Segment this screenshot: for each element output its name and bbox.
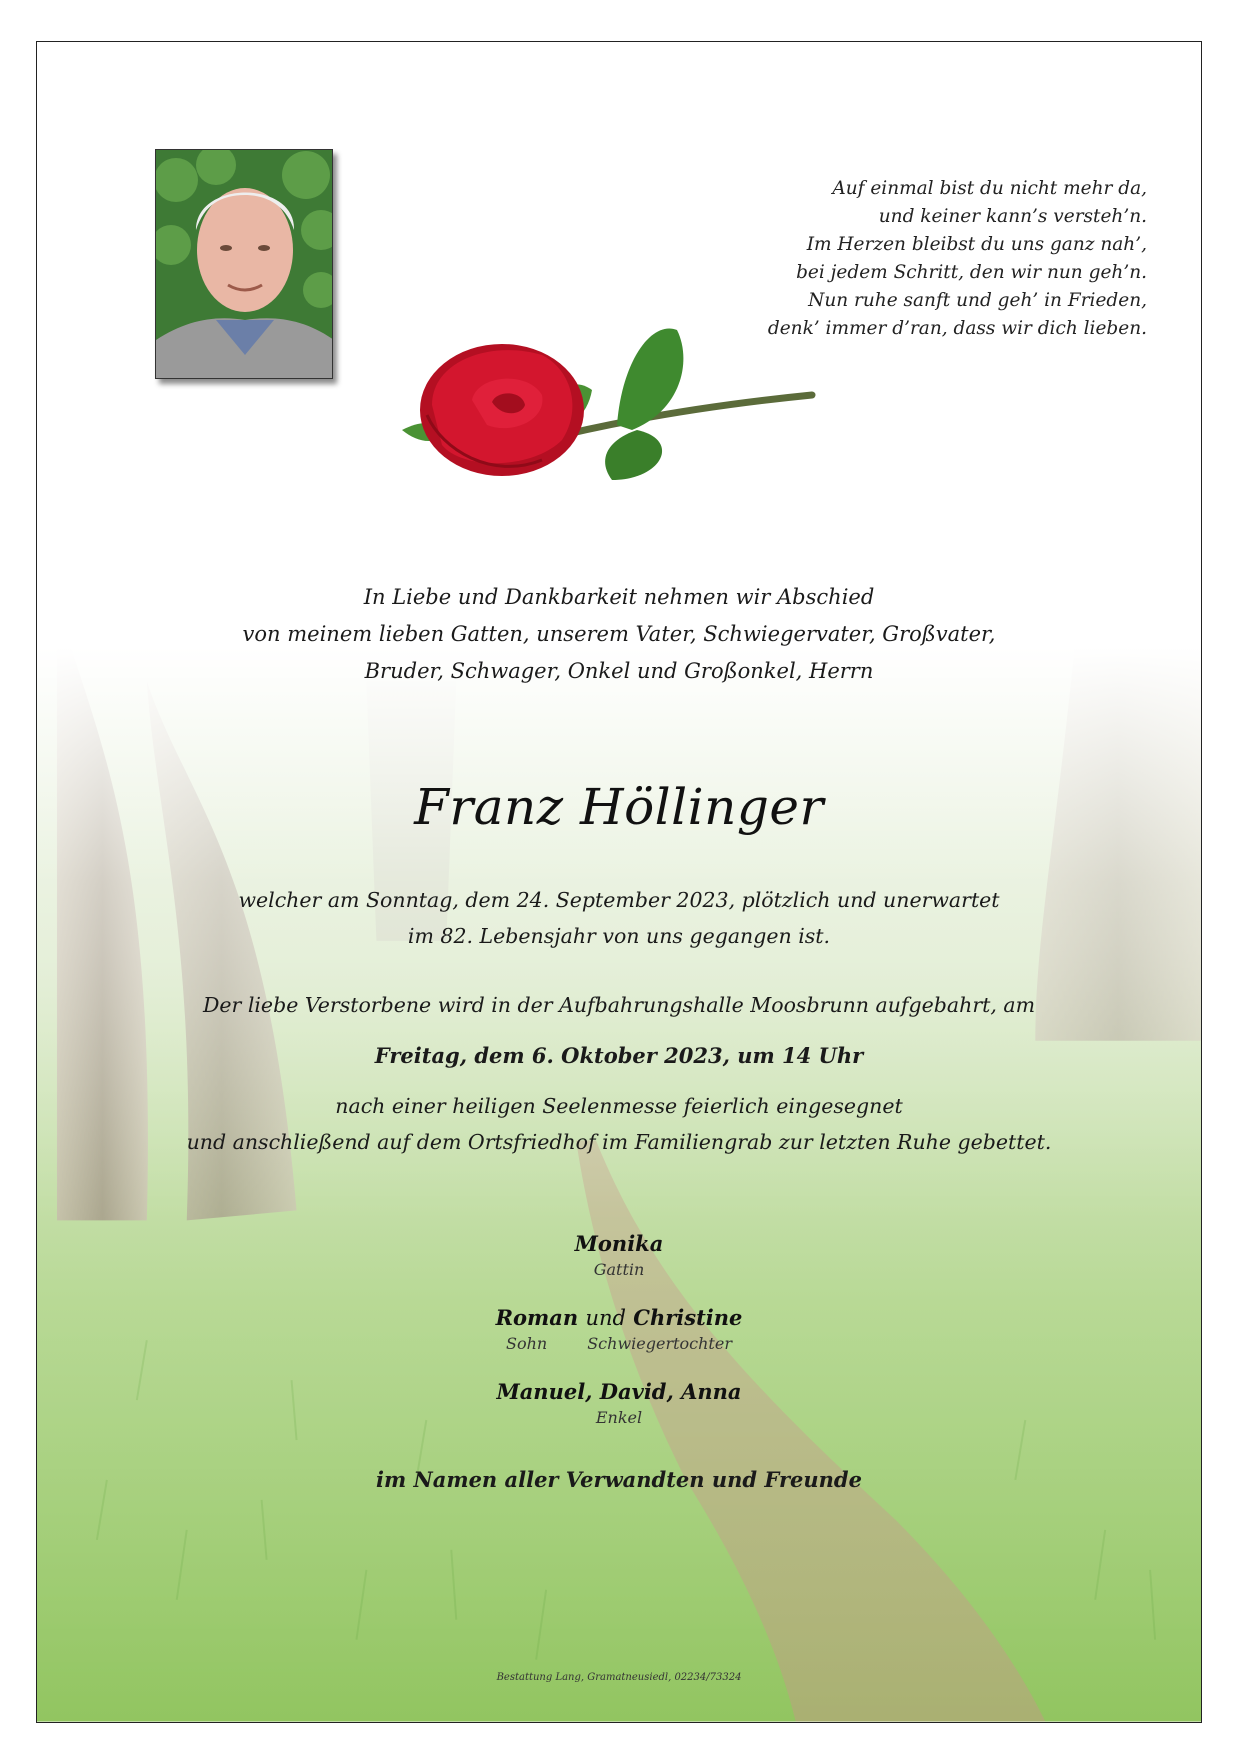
intro-line: Bruder, Schwager, Onkel und Großonkel, Herrn	[364, 659, 874, 683]
spouse-role: Gattin	[593, 1260, 645, 1279]
red-rose-icon	[392, 320, 822, 500]
family-list	[37, 1229, 1201, 1451]
children-joiner: und	[585, 1306, 626, 1330]
children-roles	[37, 1333, 1201, 1355]
child-role: Sohn	[506, 1334, 548, 1353]
intro-line: von meinem lieben Gatten, unserem Vater, Schwiegervater, Großvater,	[242, 622, 996, 646]
poem-line: Im Herzen bleibst du uns ganz nah’,	[806, 234, 1147, 255]
grandchildren-role: Enkel	[595, 1408, 643, 1427]
poem-line: Nun ruhe sanft und geh’ in Frieden,	[808, 290, 1147, 311]
deceased-name: Franz Höllinger	[414, 778, 824, 836]
poem-line: und keiner kann’s versteh’n.	[878, 206, 1147, 227]
children-names	[37, 1303, 1201, 1333]
child-name: Christine	[633, 1305, 743, 1330]
mass-notice-line: nach einer heiligen Seelenmesse feierlich eingesegnet	[335, 1094, 903, 1118]
portrait-photo	[155, 149, 333, 379]
funeral-home-footer: Bestattung Lang, Gramatneusiedl, 02234/73324	[496, 1672, 742, 1683]
death-notice	[37, 882, 1201, 954]
funeral-date: Freitag, dem 6. Oktober 2023, um 14 Uhr	[374, 1043, 864, 1068]
poem-line: bei jedem Schritt, den wir nun geh’n.	[796, 262, 1147, 283]
farewell-intro	[37, 579, 1201, 690]
wake-notice: Der liebe Verstorbene wird in der Aufbahrungshalle Moosbrunn aufgebahrt, am	[202, 993, 1036, 1017]
child-role: Schwiegertochter	[587, 1334, 732, 1353]
death-notice-line: im 82. Lebensjahr von uns gegangen ist.	[407, 924, 831, 948]
poem-line: denk’ immer d’ran, dass wir dich lieben.	[767, 318, 1147, 339]
portrait-icon	[156, 150, 333, 379]
mass-notice-line: und anschließend auf dem Ortsfriedhof im Familiengrab zur letzten Ruhe gebettet.	[186, 1130, 1052, 1154]
mass-notice	[37, 1088, 1201, 1160]
poem-line: Auf einmal bist du nicht mehr da,	[832, 178, 1147, 199]
obituary-card	[36, 41, 1202, 1723]
closing-line: im Namen aller Verwandten und Freunde	[376, 1467, 862, 1492]
spouse-name: Monika	[574, 1231, 664, 1256]
death-notice-line: welcher am Sonntag, dem 24. September 2023, plötzlich und unerwartet	[238, 888, 1000, 912]
poem	[687, 175, 1147, 343]
intro-line: In Liebe und Dankbarkeit nehmen wir Abschied	[363, 585, 875, 609]
child-name: Roman	[495, 1305, 579, 1330]
grandchildren-names: Manuel, David, Anna	[496, 1379, 742, 1404]
